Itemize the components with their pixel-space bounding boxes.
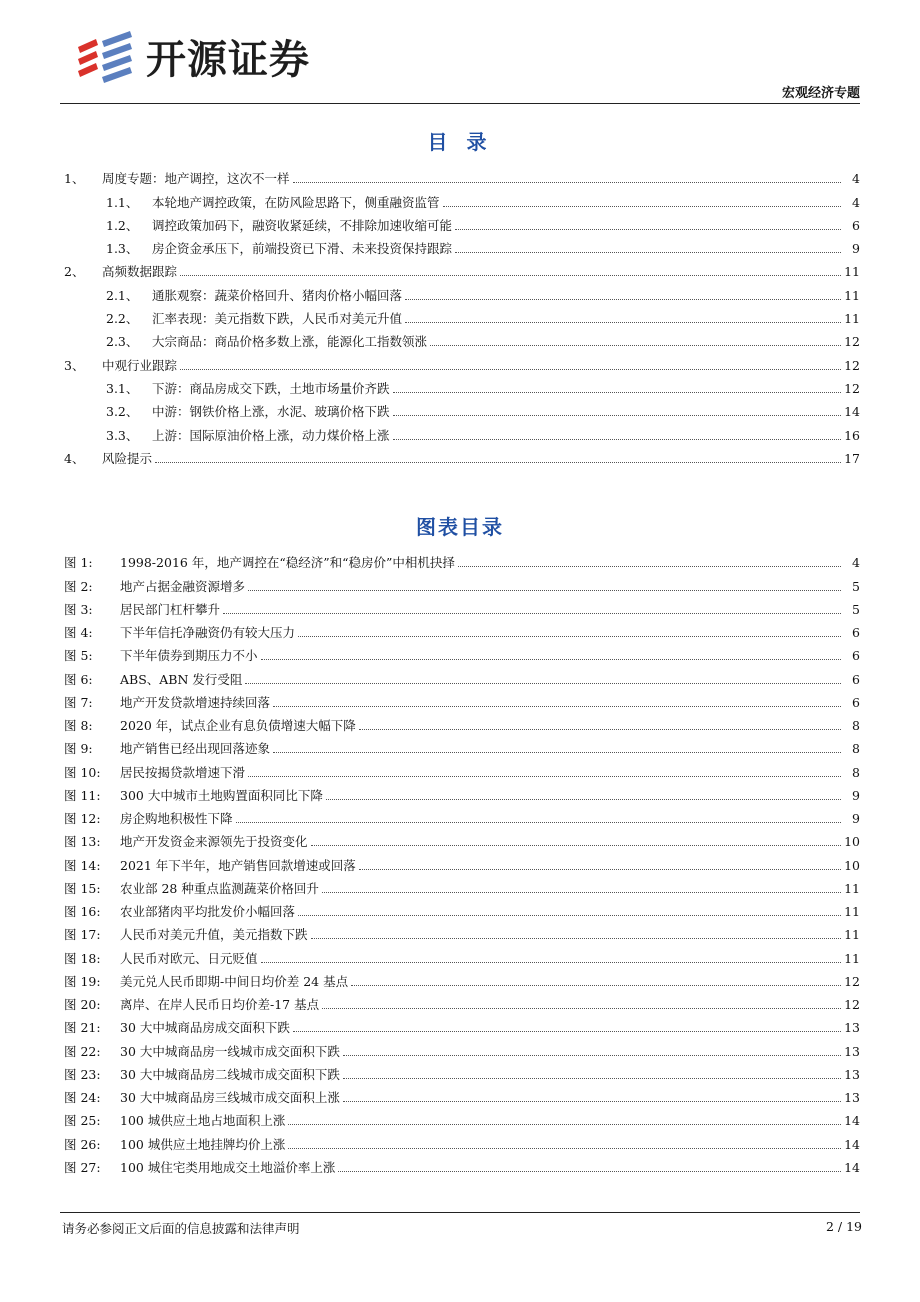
entry-title: 2020 年，试点企业有息负债增速大幅下降 <box>120 718 356 733</box>
entry-title: 下游：商品房成交下跌，土地市场量价齐跌 <box>152 380 390 396</box>
figure-entry[interactable] <box>60 711 860 734</box>
entry-title: 上游：国际原油价格上涨，动力煤价格上涨 <box>152 427 390 443</box>
dot-leader <box>326 798 841 800</box>
entry-title: 人民币对美元升值，美元指数下跌 <box>120 927 308 943</box>
figure-entry[interactable] <box>60 967 860 990</box>
figure-entry[interactable] <box>60 641 860 664</box>
header-divider <box>60 103 860 104</box>
entry-title: 农业部猪肉平均批发价小幅回落 <box>120 904 296 919</box>
figure-entry[interactable] <box>60 595 860 618</box>
brand-logo-icon <box>74 29 136 85</box>
figure-entry[interactable] <box>60 688 860 711</box>
entry-page-number: 11 <box>844 927 860 943</box>
toc-entry[interactable] <box>60 420 860 443</box>
entry-title: 房企购地积极性下降 <box>120 811 233 826</box>
entry-page-number: 5 <box>852 578 860 594</box>
entry-title: 2021 年下半年，地产销售回款增速或回落 <box>120 857 356 873</box>
entry-title: 30 大中城商品房一线城市成交面积下跌 <box>120 1043 340 1059</box>
entry-number: 图 16: <box>64 904 101 919</box>
entry-page-number: 6 <box>852 217 860 233</box>
entry-number: 图 6: <box>64 671 93 687</box>
entry-title: 中观行业跟踪 <box>102 357 178 373</box>
page-indicator: 2 / 19 <box>825 1219 862 1234</box>
dot-leader <box>393 391 841 393</box>
entry-number: 3.1、 <box>106 380 139 396</box>
toc-entry[interactable] <box>60 444 860 467</box>
toc-entry[interactable] <box>60 234 860 257</box>
toc-entry[interactable] <box>60 327 860 350</box>
figure-entry[interactable] <box>60 1129 860 1152</box>
figure-entry[interactable] <box>60 850 860 873</box>
dot-leader <box>311 937 841 939</box>
entry-number: 图 13: <box>64 834 101 850</box>
entry-page-number: 11 <box>844 311 860 327</box>
entry-page-number: 10 <box>844 834 860 850</box>
entry-page-number: 17 <box>844 450 860 466</box>
entry-number: 1.3、 <box>106 241 139 257</box>
toc-entry[interactable] <box>60 350 860 373</box>
figure-entry[interactable] <box>60 804 860 827</box>
figure-entry[interactable] <box>60 757 860 780</box>
entry-number: 图 14: <box>64 857 101 873</box>
dot-leader <box>455 251 841 253</box>
entry-number: 图 15: <box>64 880 101 896</box>
entry-page-number: 12 <box>844 997 860 1012</box>
page-header <box>60 22 860 102</box>
toc-entry[interactable] <box>60 304 860 327</box>
toc-entry[interactable] <box>60 374 860 397</box>
entry-number: 图 20: <box>64 997 101 1012</box>
entry-page-number: 13 <box>844 1020 860 1036</box>
entry-title: 周度专题：地产调控，这次不一样 <box>102 171 290 187</box>
entry-page-number: 6 <box>852 648 860 664</box>
toc-list <box>60 164 860 467</box>
figure-entry[interactable] <box>60 1153 860 1176</box>
figure-entry[interactable] <box>60 571 860 594</box>
entry-page-number: 12 <box>844 357 860 373</box>
dot-leader <box>273 705 841 707</box>
dot-leader <box>405 321 841 323</box>
entry-page-number: 5 <box>852 601 860 617</box>
entry-title: 农业部 28 种重点监测蔬菜价格回升 <box>120 880 319 896</box>
entry-title: 300 大中城市土地购置面积同比下降 <box>120 787 323 803</box>
entry-number: 2.1、 <box>106 287 139 303</box>
toc-entry[interactable] <box>60 280 860 303</box>
figure-entry[interactable] <box>60 1013 860 1036</box>
entry-number: 图 1: <box>64 555 93 571</box>
entry-number: 图 10: <box>64 764 101 780</box>
dot-leader <box>359 868 841 870</box>
dot-leader <box>351 984 841 986</box>
toc-entry[interactable] <box>60 397 860 420</box>
figure-entry[interactable] <box>60 548 860 571</box>
entry-page-number: 11 <box>844 904 860 919</box>
entry-title: 汇率表现：美元指数下跌，人民币对美元升值 <box>152 311 403 327</box>
dot-leader <box>443 205 841 207</box>
entry-number: 图 2: <box>64 578 93 594</box>
entry-page-number: 9 <box>852 241 860 257</box>
figure-entry[interactable] <box>60 1083 860 1106</box>
figure-entry[interactable] <box>60 920 860 943</box>
figure-entry[interactable] <box>60 1106 860 1129</box>
dot-leader <box>322 891 841 893</box>
entry-title: 风险提示 <box>102 450 153 466</box>
toc-entry[interactable] <box>60 164 860 187</box>
toc-entry[interactable] <box>60 257 860 280</box>
entry-number: 2.3、 <box>106 334 139 350</box>
figure-entry[interactable] <box>60 943 860 966</box>
dot-leader <box>293 1030 841 1032</box>
entry-title: 30 大中城商品房二线城市成交面积下跌 <box>120 1066 340 1082</box>
entry-number: 图 24: <box>64 1090 101 1105</box>
dot-leader <box>180 368 841 370</box>
dot-leader <box>180 274 841 276</box>
entry-page-number: 14 <box>844 1159 860 1175</box>
entry-title: 居民按揭贷款增速下滑 <box>120 764 246 780</box>
entry-title: 离岸、在岸人民币日均价差-17 基点 <box>120 997 320 1012</box>
figure-entry[interactable] <box>60 664 860 687</box>
dot-leader <box>288 1147 841 1149</box>
entry-title: 居民部门杠杆攀升 <box>120 601 221 617</box>
entry-page-number: 4 <box>852 171 860 187</box>
dot-leader <box>393 414 841 416</box>
entry-number: 2、 <box>64 264 85 280</box>
entry-page-number: 12 <box>844 973 860 989</box>
entry-number: 图 3: <box>64 601 93 617</box>
report-category: 宏观经济专题 <box>781 86 860 101</box>
entry-title: 高频数据跟踪 <box>102 264 178 280</box>
entry-number: 图 23: <box>64 1066 101 1082</box>
entry-number: 1.1、 <box>106 194 139 210</box>
entry-title: 100 城供应土地占地面积上涨 <box>120 1113 286 1129</box>
entry-number: 图 19: <box>64 973 101 989</box>
entry-number: 图 18: <box>64 950 101 966</box>
dot-leader <box>288 1123 841 1125</box>
dot-leader <box>455 228 841 230</box>
entry-page-number: 9 <box>852 811 860 826</box>
entry-number: 图 21: <box>64 1020 101 1036</box>
toc-entry[interactable] <box>60 187 860 210</box>
figure-entry[interactable] <box>60 874 860 897</box>
entry-page-number: 13 <box>844 1066 860 1082</box>
entry-number: 图 11: <box>64 787 101 803</box>
dot-leader <box>248 775 841 777</box>
entry-number: 图 9: <box>64 741 93 757</box>
entry-page-number: 8 <box>852 741 860 757</box>
entry-title: 100 城住宅类用地成交土地溢价率上涨 <box>120 1159 336 1175</box>
entry-page-number: 11 <box>844 950 860 966</box>
dot-leader <box>155 461 841 463</box>
entry-number: 图 22: <box>64 1043 101 1059</box>
dot-leader <box>458 565 841 567</box>
entry-number: 1、 <box>64 171 85 187</box>
entry-title: 下半年信托净融资仍有较大压力 <box>120 625 296 640</box>
entry-number: 图 8: <box>64 718 93 733</box>
dot-leader <box>261 658 841 660</box>
figures-list <box>60 548 860 1176</box>
entry-page-number: 11 <box>844 287 860 303</box>
entry-title: 房企资金承压下，前端投资已下滑、未来投资保持跟踪 <box>152 241 453 257</box>
entry-page-number: 11 <box>844 880 860 896</box>
entry-page-number: 16 <box>844 427 860 443</box>
entry-title: 100 城供应土地挂牌均价上涨 <box>120 1136 286 1152</box>
figure-entry[interactable] <box>60 781 860 804</box>
toc-entry[interactable] <box>60 211 860 234</box>
dot-leader <box>430 344 841 346</box>
dot-leader <box>405 298 841 300</box>
entry-title: 本轮地产调控政策，在防风险思路下，侧重融资监管 <box>152 194 440 210</box>
toc-title: 目 录 <box>427 130 493 154</box>
entry-page-number: 13 <box>844 1043 860 1059</box>
entry-page-number: 14 <box>844 404 860 420</box>
entry-number: 图 17: <box>64 927 101 943</box>
entry-page-number: 8 <box>852 764 860 780</box>
entry-title: ABS、ABN 发行受阻 <box>120 671 243 687</box>
entry-page-number: 9 <box>852 787 860 803</box>
dot-leader <box>343 1054 841 1056</box>
figure-entry[interactable] <box>60 734 860 757</box>
company-logo <box>74 28 310 85</box>
dot-leader <box>298 635 841 637</box>
entry-title: 通胀观察：蔬菜价格回升、猪肉价格小幅回落 <box>152 287 403 303</box>
entry-page-number: 11 <box>844 264 860 280</box>
dot-leader <box>311 844 841 846</box>
entry-title: 地产销售已经出现回落迹象 <box>120 741 271 757</box>
figure-entry[interactable] <box>60 1060 860 1083</box>
entry-page-number: 14 <box>844 1113 860 1129</box>
footer-disclaimer: 请务必参阅正文后面的信息披露和法律声明 <box>62 1221 300 1236</box>
entry-page-number: 6 <box>852 625 860 640</box>
entry-title: 地产开发贷款增速持续回落 <box>120 694 271 710</box>
entry-page-number: 6 <box>852 694 860 710</box>
entry-title: 地产占据金融资源增多 <box>120 578 246 594</box>
figures-title: 图表目录 <box>416 515 504 539</box>
dot-leader <box>261 961 841 963</box>
figure-entry[interactable] <box>60 827 860 850</box>
entry-number: 图 25: <box>64 1113 101 1129</box>
footer-divider <box>60 1212 860 1213</box>
entry-page-number: 4 <box>852 555 860 571</box>
entry-page-number: 12 <box>844 334 860 350</box>
dot-leader <box>248 589 841 591</box>
figure-entry[interactable] <box>60 618 860 641</box>
entry-number: 图 5: <box>64 648 93 664</box>
entry-page-number: 14 <box>844 1136 860 1152</box>
entry-number: 图 12: <box>64 811 101 826</box>
entry-title: 地产开发资金来源领先于投资变化 <box>120 834 308 850</box>
dot-leader <box>322 1007 841 1009</box>
dot-leader <box>359 728 841 730</box>
entry-page-number: 12 <box>844 380 860 396</box>
dot-leader <box>236 821 841 823</box>
dot-leader <box>223 612 841 614</box>
dot-leader <box>343 1077 841 1079</box>
entry-number: 4、 <box>64 450 85 466</box>
dot-leader <box>245 682 841 684</box>
entry-number: 1.2、 <box>106 217 139 233</box>
entry-title: 下半年债券到期压力不小 <box>120 648 258 664</box>
entry-page-number: 13 <box>844 1090 860 1105</box>
entry-number: 图 27: <box>64 1159 101 1175</box>
figure-entry[interactable] <box>60 990 860 1013</box>
entry-title: 美元兑人民币即期-中间日均价差 24 基点 <box>120 973 349 989</box>
dot-leader <box>298 914 841 916</box>
entry-number: 3、 <box>64 357 85 373</box>
dot-leader <box>393 438 841 440</box>
company-name: 开源证券 <box>146 37 310 83</box>
entry-page-number: 4 <box>852 194 860 210</box>
entry-number: 图 7: <box>64 694 93 710</box>
entry-page-number: 6 <box>852 671 860 687</box>
entry-title: 调控政策加码下，融资收紧延续，不排除加速收缩可能 <box>152 217 453 233</box>
entry-page-number: 8 <box>852 718 860 733</box>
entry-title: 1998-2016 年，地产调控在“稳经济”和“稳房价”中相机抉择 <box>120 555 455 571</box>
dot-leader <box>343 1100 841 1102</box>
entry-number: 图 4: <box>64 625 93 640</box>
entry-title: 大宗商品：商品价格多数上涨，能源化工指数领涨 <box>152 334 428 350</box>
entry-number: 图 26: <box>64 1136 101 1152</box>
entry-title: 人民币对欧元、日元贬值 <box>120 950 258 966</box>
entry-page-number: 10 <box>844 857 860 873</box>
entry-title: 30 大中城商品房三线城市成交面积上涨 <box>120 1090 340 1105</box>
figure-entry[interactable] <box>60 897 860 920</box>
entry-number: 3.2、 <box>106 404 139 420</box>
entry-number: 3.3、 <box>106 427 139 443</box>
dot-leader <box>338 1170 841 1172</box>
dot-leader <box>273 751 841 753</box>
entry-title: 30 大中城商品房成交面积下跌 <box>120 1020 290 1036</box>
entry-number: 2.2、 <box>106 311 139 327</box>
entry-title: 中游：钢铁价格上涨，水泥、玻璃价格下跌 <box>152 404 390 420</box>
dot-leader <box>293 181 841 183</box>
figure-entry[interactable] <box>60 1036 860 1059</box>
